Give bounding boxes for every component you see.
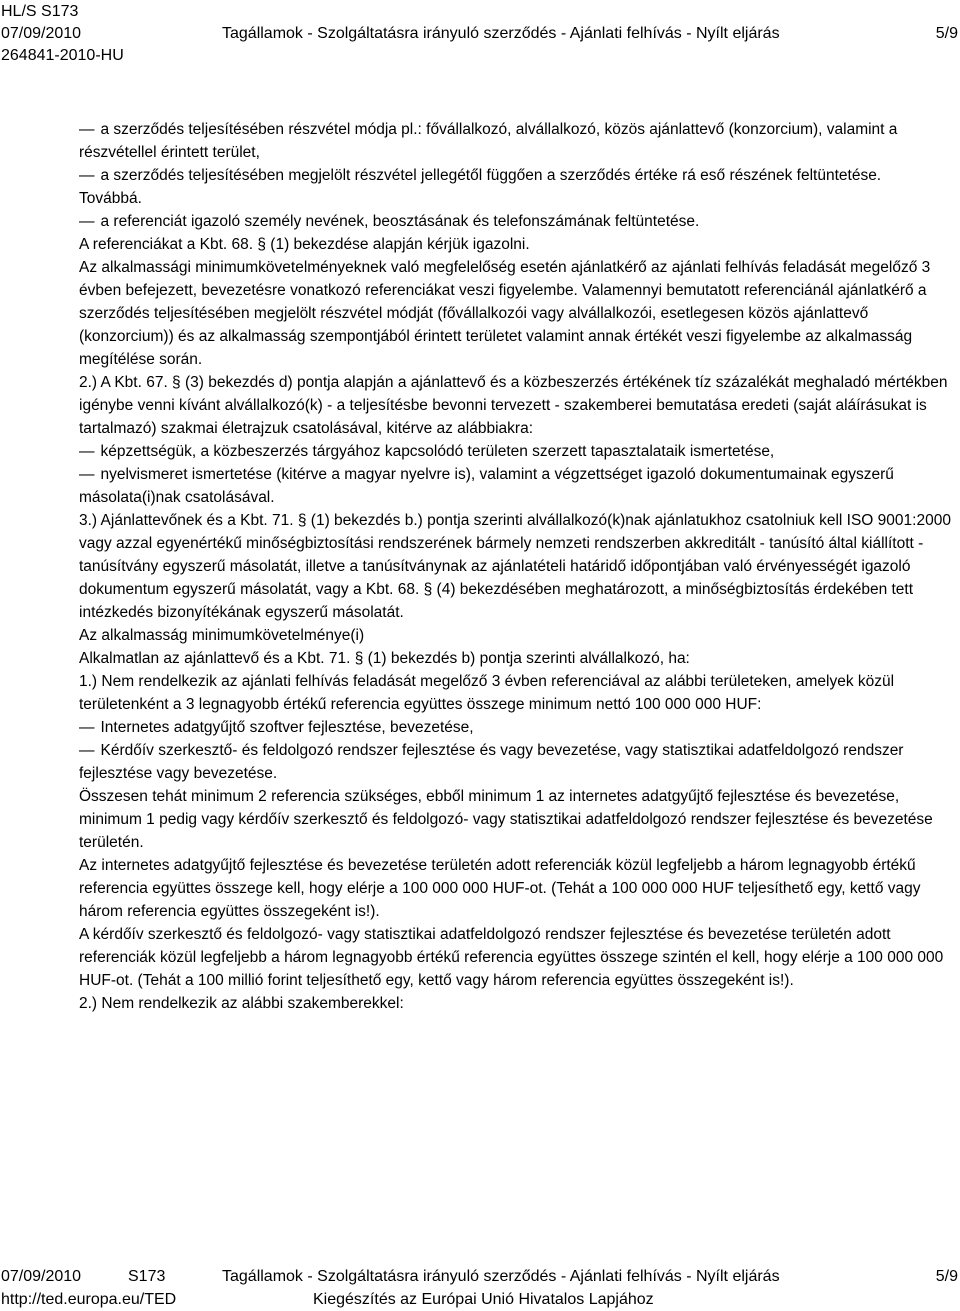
footer-code: S173 (128, 1268, 166, 1285)
paragraph (79, 670, 955, 716)
footer-url[interactable]: http://ted.europa.eu/TED (1, 1291, 177, 1308)
paragraph (79, 371, 955, 440)
paragraph-text: Alkalmatlan az ajánlattevő és a Kbt. 71. § (1) bekezdés b) pontja szerinti alvállalkozó, ha: (79, 650, 690, 667)
paragraph-text: a szerződés teljesítésében részvétel módja pl.: fővállalkozó, alvállalkozó, közös ajánlattevő (konzorcium), valamint a részvétellel érintett terület, (79, 121, 898, 161)
dash-marker: — (79, 167, 95, 184)
dash-marker: — (79, 719, 95, 736)
paragraph (79, 785, 955, 854)
dash-marker: — (79, 742, 95, 759)
page-header (0, 0, 960, 70)
paragraph (79, 992, 955, 1015)
page-footer (0, 1265, 960, 1311)
paragraph-text: Továbbá. (79, 190, 142, 207)
dash-marker: — (79, 121, 95, 138)
bullet-paragraph (79, 118, 955, 164)
paragraph (79, 233, 955, 256)
paragraph-text: Kérdőív szerkesztő- és feldolgozó rendszer fejlesztése és vagy bevezetése, vagy statisztikai adatfeldolgozó rendszer fejlesztése vagy bevezetése. (79, 742, 904, 782)
doc-code: HL/S S173 (1, 3, 79, 20)
paragraph-text: a referenciát igazoló személy nevének, beosztásának és telefonszámának feltüntetése. (100, 213, 700, 230)
notice-id: 264841-2010-HU (1, 47, 124, 64)
bullet-paragraph (79, 463, 955, 509)
paragraph (79, 624, 955, 647)
footer-publisher: Kiegészítés az Európai Unió Hivatalos Lapjához (313, 1291, 654, 1308)
paragraph (79, 509, 955, 624)
bullet-paragraph (79, 716, 955, 739)
header-date: 07/09/2010 (1, 25, 82, 42)
bullet-paragraph (79, 440, 955, 463)
paragraph-text: nyelvismeret ismertetése (kitérve a magyar nyelvre is), valamint a végzettséget igazoló dokumentumainak egyszerű másolata(i)nak csatolásával. (79, 466, 894, 506)
paragraph-text: Internetes adatgyűjtő szoftver fejlesztése, bevezetése, (100, 719, 474, 736)
bullet-paragraph (79, 210, 955, 233)
paragraph-text: Az alkalmasság minimumkövetelménye(i) (79, 627, 365, 644)
dash-marker: — (79, 213, 95, 230)
paragraph-text: képzettségük, a közbeszerzés tárgyához kapcsolódó területen szerzett tapasztalataik ismertetése, (100, 443, 775, 460)
paragraph-text: 2.) A Kbt. 67. § (3) bekezdés d) pontja alapján a ajánlattevő és a közbeszerzés értékének tíz százalékát meghaladó mértékben igénybe venni kívánt alvállalkozó(k) - a teljesítésbe bevonni tervezett - szakemberei bemutatása eredeti (saját aláírásukat is tartalmazó) szakmai életrajzuk csatolásával, kitérve az alábbiakra: (79, 374, 948, 437)
dash-marker: — (79, 443, 95, 460)
paragraph-text: A referenciákat a Kbt. 68. § (1) bekezdése alapján kérjük igazolni. (79, 236, 530, 253)
bullet-paragraph (79, 739, 955, 785)
footer-title: Tagállamok - Szolgáltatásra irányuló szerződés - Ajánlati felhívás - Nyílt eljárás (222, 1268, 780, 1285)
paragraph-text: 2.) Nem rendelkezik az alábbi szakemberekkel: (79, 995, 404, 1012)
paragraph-text: Az internetes adatgyűjtő fejlesztése és bevezetése területén adott referenciák közül legfeljebb a három legnagyobb értékű referencia együttes összege kell, hogy elérje a 100 000 000 HUF-ot. (Tehát a 100 000 000 HUF teljesíthető egy, kettő vagy három referencia együttes összegeként is!). (79, 857, 921, 920)
paragraph-text: 1.) Nem rendelkezik az ajánlati felhívás feladását megelőző 3 évben referenciával az alábbi területeken, amelyek közül területenként a 3 legnagyobb értékű referencia együttes összege minimum nettó 100 000 000 HUF: (79, 673, 895, 713)
document-body (79, 118, 955, 1015)
paragraph-text: a szerződés teljesítésében megjelölt részvétel jellegétől függően a szerződés értéke rá eső részének feltüntetése. (100, 167, 882, 184)
header-title: Tagállamok - Szolgáltatásra irányuló szerződés - Ajánlati felhívás - Nyílt eljárás (222, 25, 780, 42)
footer-page-number: 5/9 (935, 1268, 958, 1285)
header-page-number: 5/9 (935, 25, 958, 42)
paragraph (79, 923, 955, 992)
paragraph-text: A kérdőív szerkesztő és feldolgozó- vagy statisztikai adatfeldolgozó rendszer fejlesztése és bevezetése területén adott referenciák közül legfeljebb a három legnagyobb értékű referencia együttes összege szintén el kell, hogy elérje a 100 000 000 HUF-ot. (Tehát a 100 millió forint teljesíthető egy, kettő vagy három referencia együttes összegeként is!). (79, 926, 944, 989)
paragraph (79, 854, 955, 923)
paragraph (79, 187, 955, 210)
dash-marker: — (79, 466, 95, 483)
paragraph-text: Összesen tehát minimum 2 referencia szükséges, ebből minimum 1 az internetes adatgyűjtő fejlesztése és bevezetése, minimum 1 pedig vagy kérdőív szerkesztő és feldolgozó- vagy statisztikai adatfeldolgozó rendszer fejlesztése és bevezetése területén. (79, 788, 933, 851)
paragraph (79, 256, 955, 371)
paragraph-text: Az alkalmassági minimumkövetelményeknek való megfelelőség esetén ajánlatkérő az ajánlati felhívás feladását megelőző 3 évben befejezett, bevezetésre vonatkozó referenciákat veszi figyelembe. Valamennyi bemutatott referenciánál ajánlatkérő a szerződés teljesítésében megjelölt részvétel módját (fővállalkozói vagy alvállalkozói, esetlegesen közös ajánlattevő (konzorcium)) és az alkalmasság szempontjából érintett területet valamint annak értékét veszi figyelembe az alkalmasság megítélése során. (79, 259, 931, 368)
paragraph (79, 647, 955, 670)
footer-date: 07/09/2010 (1, 1268, 82, 1285)
bullet-paragraph (79, 164, 955, 187)
paragraph-text: 3.) Ajánlattevőnek és a Kbt. 71. § (1) bekezdés b.) pontja szerinti alvállalkozó(k)nak ajánlatukhoz csatolniuk kell ISO 9001:2000 vagy azzal egyenértékű minőségbiztosítási rendszerének bármely nemzeti rendszerben akkreditált - tanúsító által kiállított - tanúsítvány egyszerű másolatát, illetve a tanúsítványnak az ajánlatételi határidő időpontjában való érvényességét igazoló dokumentum egyszerű másolatát, vagy a Kbt. 68. § (4) bekezdésében meghatározott, a minőségbiztosítás érdekében tett intézkedés bizonyítékának egyszerű másolatát. (79, 512, 951, 621)
